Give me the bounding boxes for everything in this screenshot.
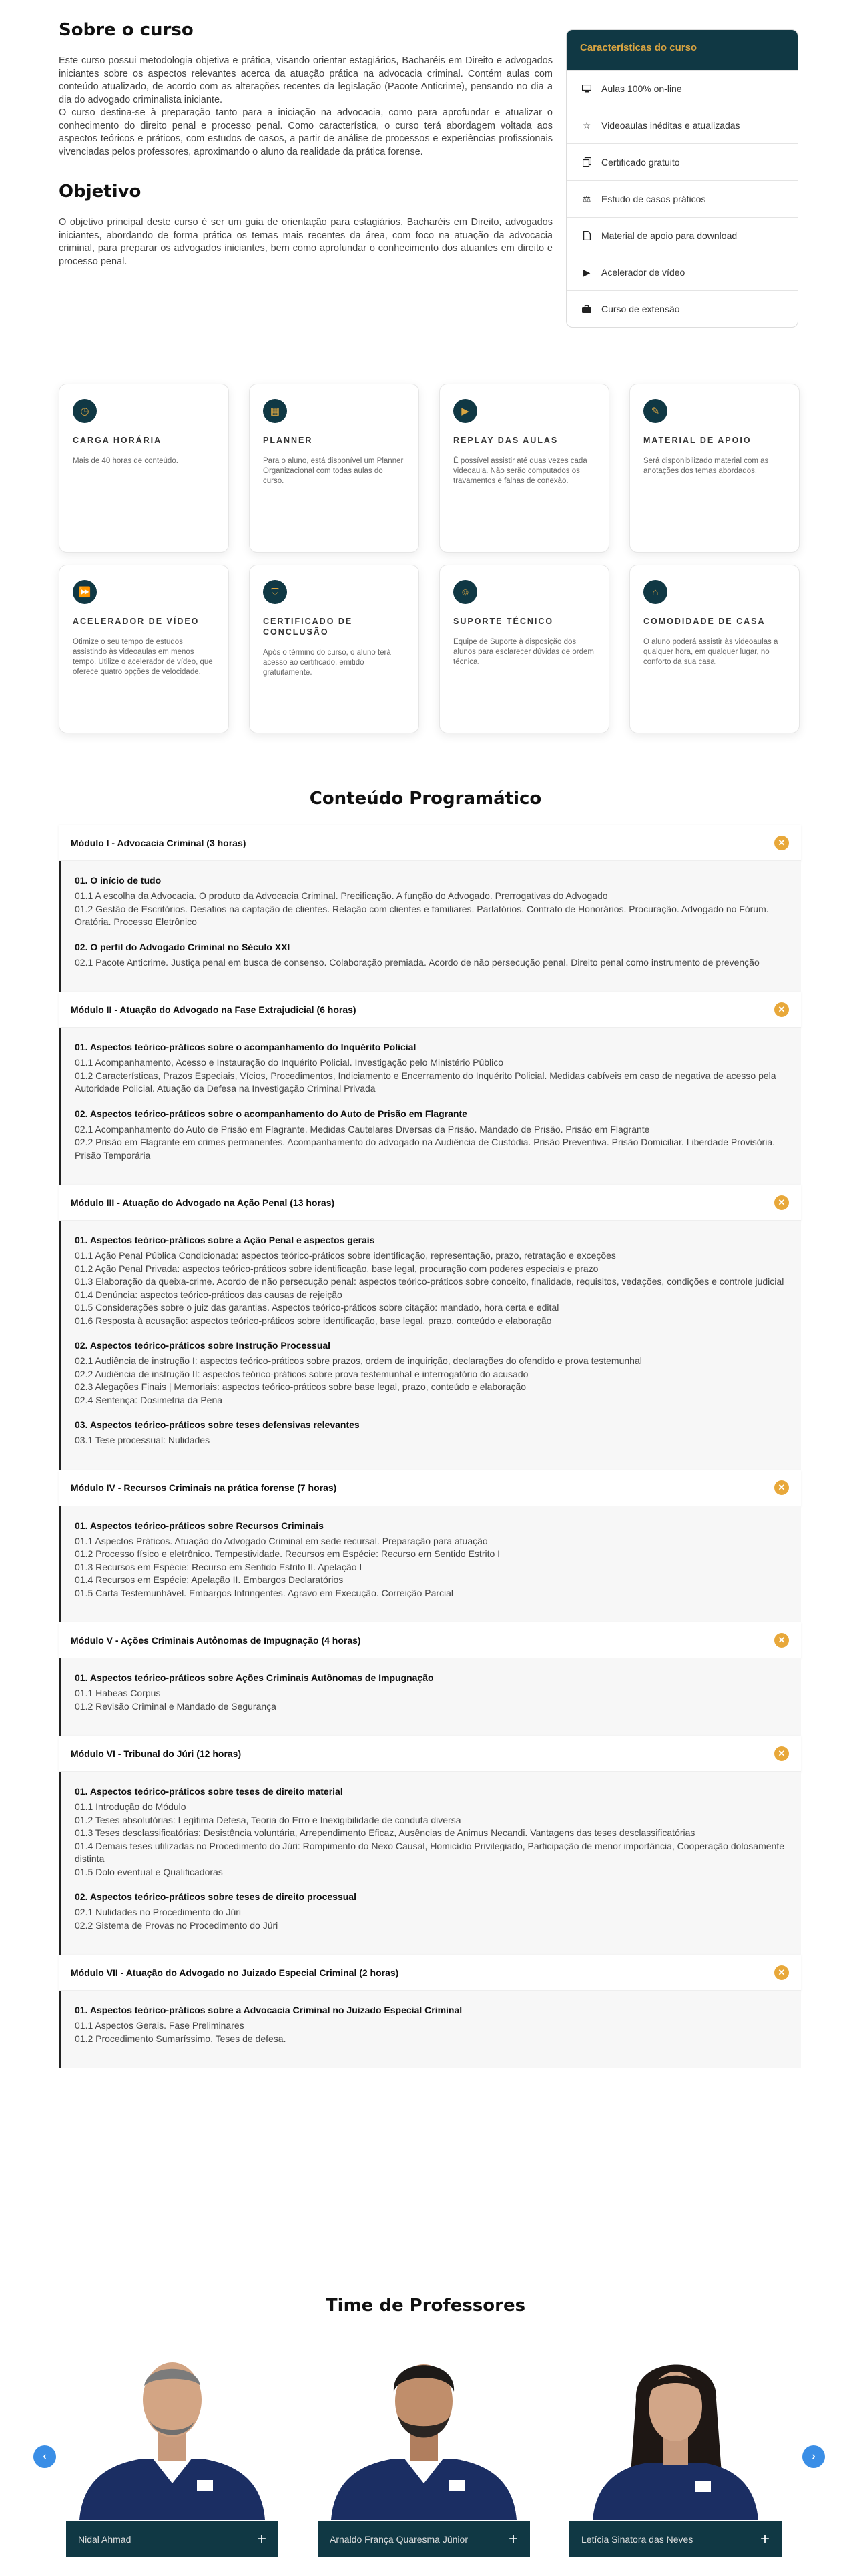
lesson-item: 01.2 Procedimento Sumaríssimo. Teses de defesa.	[75, 2033, 286, 2044]
close-icon[interactable]: ✕	[774, 1965, 789, 1980]
lesson-item: 02.2 Sistema de Provas no Procedimento do Júri	[75, 1919, 278, 1931]
teacher-card	[569, 2340, 782, 2557]
teacher-name: Nidal Ahmad	[78, 2534, 131, 2545]
program-title: Conteúdo Programático	[309, 789, 542, 809]
lesson-group-title: 03. Aspectos teórico-práticos sobre teses defensivas relevantes	[75, 1419, 360, 1430]
feature-item	[567, 217, 798, 254]
feature-item	[567, 143, 798, 180]
lesson-item: 01.2 Ação Penal Privada: aspectos teórico-práticos sobre identificação, base legal, procuração com poderes especiais e prazo	[75, 1263, 599, 1274]
star-icon: ☆	[582, 119, 591, 131]
lesson-item: 02.4 Sentença: Dosimetria da Pena	[75, 1394, 223, 1405]
plus-icon[interactable]: +	[760, 2530, 770, 2548]
card-title: SUPORTE TÉCNICO	[453, 617, 554, 626]
benefit-card	[249, 565, 419, 733]
lesson-item: 02.1 Nulidades no Procedimento do Júri	[75, 1907, 242, 1917]
lesson-item: 01.5 Dolo eventual e Qualificadoras	[75, 1866, 223, 1877]
teacher-photo	[569, 2340, 782, 2520]
card-title: COMODIDADE DE CASA	[643, 617, 766, 626]
module-title: Módulo III - Atuação do Advogado na Ação Penal (13 horas)	[71, 1197, 335, 1208]
card-desc: Mais de 40 horas de conteúdo.	[73, 457, 178, 465]
lesson-item: 01.3 Elaboração da queixa-crime. Acordo de não persecução penal: aspectos teórico-práticos sobre conceito, finalidade, requisitos, vedações, condições e controle judicial	[75, 1276, 784, 1287]
monitor-icon	[581, 83, 592, 94]
lesson-group-title: 01. Aspectos teórico-práticos sobre Recursos Criminais	[75, 1520, 324, 1531]
course-features-box	[566, 29, 798, 328]
card-desc: O aluno poderá assistir às videoaulas a qualquer hora, em qualquer lugar, no conforto da sua casa.	[643, 638, 778, 666]
teacher-name-bar[interactable]	[66, 2521, 278, 2557]
module-header[interactable]	[59, 1955, 801, 1991]
close-icon[interactable]: ✕	[774, 1746, 789, 1761]
lesson-group	[75, 1234, 789, 1327]
module-body	[59, 1991, 801, 2068]
feature-label: Curso de extensão	[601, 304, 680, 314]
teacher-name: Arnaldo França Quaresma Júnior	[330, 2534, 468, 2545]
team-title: Time de Professores	[325, 2296, 526, 2316]
lesson-item: 02.1 Pacote Anticrime. Justiça penal em busca de consenso. Colaboração premiada. Acordo de não persecução penal. Direito penal como instrumento de prevenção	[75, 956, 760, 968]
module-body	[59, 1772, 801, 1955]
benefit-card	[629, 565, 800, 733]
lesson-item: 01.1 Ação Penal Pública Condicionada: aspectos teórico-práticos sobre identificação, representação, prazo, retratação e exceções	[75, 1250, 616, 1261]
module-header[interactable]	[59, 825, 801, 861]
lesson-item: 01.4 Recursos em Espécie: Apelação II. Embargos Declaratórios	[75, 1574, 344, 1585]
benefit-card	[59, 384, 229, 553]
lesson-group	[75, 1108, 789, 1163]
lesson-item: 01.2 Gestão de Escritórios. Desafios na captação de clientes. Relação com clientes e familiares. Parlatórios. Contrato de Honorários. Procuração. Advogado no Fórum. Oratória. Processo Eletrônico	[75, 903, 769, 927]
feature-label: Acelerador de vídeo	[601, 267, 685, 278]
feature-label: Aulas 100% on-line	[601, 83, 682, 94]
module-title: Módulo VI - Tribunal do Júri (12 horas)	[71, 1748, 242, 1759]
lesson-group-title: 01. Aspectos teórico-práticos sobre teses de direito material	[75, 1786, 343, 1797]
close-icon[interactable]: ✕	[774, 1633, 789, 1648]
support-icon: ☺	[453, 580, 477, 604]
lesson-group	[75, 1520, 789, 1600]
card-title: REPLAY DAS AULAS	[453, 436, 559, 445]
teacher-card	[318, 2340, 530, 2557]
benefit-card	[439, 384, 609, 553]
feature-label: Material de apoio para download	[601, 230, 738, 241]
about-paragraph-1: Este curso possui metodologia objetiva e prática, visando orientar estagiários, Bacharéis em Direito e advogados iniciantes sobre os aspectos relevantes acerca da atuação prática na advocacia criminal. Contém aulas com conteúdo atualizado, de acordo com as alterações recentes da legislação (Pacote Anticrime), pensando no dia a dia do advogado criminalista iniciante.	[59, 55, 553, 105]
lesson-group	[75, 1891, 789, 1932]
feature-label: Estudo de casos práticos	[601, 194, 706, 204]
lesson-group-title: 02. Aspectos teórico-práticos sobre Instrução Processual	[75, 1340, 331, 1351]
scale-icon: ⚖	[582, 193, 591, 204]
card-desc: Após o término do curso, o aluno terá acesso ao certificado, emitido gratuitamente.	[263, 649, 391, 677]
lesson-group	[75, 1041, 789, 1096]
card-desc: É possível assistir até duas vezes cada videoaula. Não serão computados os travamentos e falhas de conexão.	[453, 457, 587, 485]
card-title: CARGA HORÁRIA	[73, 436, 162, 445]
speed-icon: ⏩	[73, 580, 97, 604]
lesson-group-title: 01. O início de tudo	[75, 875, 162, 886]
plus-icon[interactable]: +	[508, 2530, 518, 2548]
feature-item	[567, 254, 798, 290]
lesson-item: 02.2 Audiência de instrução II: aspectos teórico-práticos sobre prova testemunhal e interrogatório do acusado	[75, 1368, 529, 1379]
module-panel	[59, 1622, 801, 1736]
lesson-group	[75, 1785, 789, 1879]
module-body	[59, 1658, 801, 1736]
module-header[interactable]	[59, 1185, 801, 1221]
lesson-group	[75, 1339, 789, 1407]
lesson-item: 01.1 Aspectos Gerais. Fase Preliminares	[75, 2020, 244, 2031]
module-panel	[59, 825, 801, 992]
module-header[interactable]	[59, 1622, 801, 1658]
program-accordion	[59, 825, 801, 2068]
lesson-group	[75, 1419, 789, 1447]
module-panel	[59, 992, 801, 1185]
card-title: CERTIFICADO DE CONCLUSÃO	[263, 617, 353, 637]
module-header[interactable]	[59, 1470, 801, 1506]
teacher-name: Letícia Sinatora das Neves	[581, 2534, 693, 2545]
teacher-name-bar[interactable]	[318, 2521, 530, 2557]
lesson-item: 01.3 Recursos em Espécie: Recurso em Sentido Estrito II. Apelação I	[75, 1561, 362, 1572]
feature-label: Videoaulas inéditas e atualizadas	[601, 120, 740, 131]
lesson-group-title: 02. Aspectos teórico-práticos sobre o acompanhamento do Auto de Prisão em Flagrante	[75, 1108, 467, 1119]
chevron-right-icon: ›	[812, 2451, 816, 2462]
lesson-group-title: 01. Aspectos teórico-práticos sobre a Ação Penal e aspectos gerais	[75, 1235, 375, 1245]
module-title: Módulo IV - Recursos Criminais na prática forense (7 horas)	[71, 1482, 337, 1493]
teacher-photo	[318, 2340, 530, 2520]
chevron-left-icon: ‹	[43, 2451, 47, 2462]
module-header[interactable]	[59, 992, 801, 1028]
feature-item	[567, 70, 798, 107]
card-title: PLANNER	[263, 436, 313, 445]
module-title: Módulo I - Advocacia Criminal (3 horas)	[71, 837, 246, 848]
teacher-name-bar[interactable]	[569, 2521, 782, 2557]
lesson-item: 01.4 Demais teses utilizadas no Procedimento do Júri: Rompimento do Nexo Causal, Homicídio Privilegiado, Participação de menor importância, Cooperação dolosamente distinta	[75, 1840, 784, 1864]
lesson-group-title: 01. Aspectos teórico-práticos sobre Ações Criminais Autônomas de Impugnação	[75, 1672, 434, 1683]
lesson-group-title: 01. Aspectos teórico-práticos sobre a Advocacia Criminal no Juizado Especial Criminal	[75, 2005, 463, 2015]
card-desc: Otimize o seu tempo de estudos assistindo às videoaulas em menos tempo. Utilize o acelerador de vídeo, que oferece quatro opções de velocidade.	[73, 638, 213, 676]
lesson-item: 01.5 Carta Testemunhável. Embargos Infringentes. Agravo em Execução. Correição Parcial	[75, 1587, 454, 1598]
card-title: ACELERADOR DE VÍDEO	[73, 617, 200, 626]
card-desc: Será disponibilizado material com as anotações dos temas abordados.	[643, 457, 769, 475]
goal-text: O objetivo principal deste curso é ser um guia de orientação para estagiários, Bacharéis em Direito, advogados iniciantes, abordando de forma prática os temas mais recentes da área, com foco na atuação da advocacia criminal, para preparar os advogados iniciantes, bem como aprofundar o conhecimento dos atuantes em direito e processo penal.	[59, 217, 553, 267]
benefit-cards-row-2	[59, 565, 800, 733]
module-body	[59, 1506, 801, 1623]
lesson-item: 01.5 Considerações sobre o juiz das garantias. Aspectos teórico-práticos sobre citação: mandado, hora certa e edital	[75, 1302, 559, 1313]
benefit-cards-row-1	[59, 384, 800, 553]
module-title: Módulo VII - Atuação do Advogado no Juizado Especial Criminal (2 horas)	[71, 1967, 399, 1978]
lesson-group	[75, 941, 789, 970]
plus-icon[interactable]: +	[256, 2530, 266, 2548]
lesson-item: 01.2 Teses absolutórias: Legítima Defesa, Teoria do Erro e Inexigibilidade de conduta diversa	[75, 1814, 461, 1825]
lesson-item: 02.3 Alegações Finais | Memoriais: aspectos teórico-práticos sobre base legal, prazo, conteúdo e elaboração	[75, 1381, 527, 1392]
feature-item	[567, 290, 798, 327]
module-body	[59, 1028, 801, 1185]
pencil-icon: ✎	[643, 399, 667, 423]
calendar-icon: ▦	[263, 399, 287, 423]
lesson-item: 01.1 Aspectos Práticos. Atuação do Advogado Criminal em sede recursal. Preparação para atuação	[75, 1535, 488, 1546]
about-paragraph-2: O curso destina-se à preparação tanto para a iniciação na advocacia, como para aprofundar e atualizar o conhecimento do direito penal e processo penal. Como característica, o curso terá abordagem voltada aos aspectos teóricos e práticos, com estudos de casos, a partir de análise de processos e experiências profissionais vivenciadas pelos professores, aproximando o aluno da realidade da prática forense.	[59, 107, 553, 157]
certificate-icon: ⛉	[263, 580, 287, 604]
module-title: Módulo II - Atuação do Advogado na Fase Extrajudicial (6 horas)	[71, 1004, 356, 1015]
module-title: Módulo V - Ações Criminais Autônomas de Impugnação (4 horas)	[71, 1634, 361, 1646]
teacher-photo	[66, 2340, 278, 2520]
lesson-group	[75, 1672, 789, 1713]
feature-item	[567, 107, 798, 143]
lesson-item: 01.1 Habeas Corpus	[75, 1688, 161, 1698]
benefit-card	[629, 384, 800, 553]
lesson-group-title: 02. O perfil do Advogado Criminal no Século XXI	[75, 941, 290, 952]
module-panel	[59, 1736, 801, 1955]
module-header[interactable]	[59, 1736, 801, 1772]
card-desc: Para o aluno, está disponível um Planner Organizacional com todas aulas do curso.	[263, 457, 404, 485]
benefit-card	[249, 384, 419, 553]
copy-icon	[581, 157, 592, 168]
about-title: Sobre o curso	[59, 20, 194, 40]
card-desc: Equipe de Suporte à disposição dos alunos para esclarecer dúvidas de ordem técnica.	[453, 638, 594, 666]
teacher-card	[66, 2340, 278, 2557]
close-icon[interactable]: ✕	[774, 1480, 789, 1495]
lesson-group	[75, 874, 789, 929]
lesson-item: 03.1 Tese processual: Nulidades	[75, 1435, 210, 1445]
about-section	[59, 20, 553, 268]
lesson-item: 01.2 Processo físico e eletrônico. Tempestividade. Recursos em Espécie: Recurso em Sentido Estrito I	[75, 1548, 501, 1559]
features-title: Características do curso	[567, 30, 798, 70]
lesson-item: 01.1 Introdução do Módulo	[75, 1801, 186, 1812]
benefit-card	[59, 565, 229, 733]
carousel-next-button[interactable]	[802, 2445, 825, 2468]
lesson-group-title: 02. Aspectos teórico-práticos sobre teses de direito processual	[75, 1891, 356, 1902]
play-icon: ▶	[453, 399, 477, 423]
lesson-item: 01.1 Acompanhamento, Acesso e Instauração do Inquérito Policial. Investigação pelo Ministério Público	[75, 1057, 504, 1068]
benefit-card	[439, 565, 609, 733]
clock-icon: ◷	[73, 399, 97, 423]
close-icon[interactable]: ✕	[774, 1195, 789, 1210]
lesson-group-title: 01. Aspectos teórico-práticos sobre o acompanhamento do Inquérito Policial	[75, 1042, 416, 1052]
lesson-item: 02.1 Audiência de instrução I: aspectos teórico-práticos sobre prazos, ordem de inquirição, declarações do ofendido e prova testemunhal	[75, 1355, 642, 1366]
lesson-item: 02.1 Acompanhamento do Auto de Prisão em Flagrante. Medidas Cautelares Diversas da Prisão. Mandado de Prisão. Prisão em Flagrante	[75, 1123, 650, 1135]
lesson-item: 01.1 A escolha da Advocacia. O produto da Advocacia Criminal. Precificação. A função do Advogado. Prerrogativas do Advogado	[75, 890, 608, 901]
close-icon[interactable]: ✕	[774, 1002, 789, 1017]
play-icon: ▶	[583, 266, 591, 278]
card-title: MATERIAL DE APOIO	[643, 436, 752, 445]
feature-item	[567, 180, 798, 217]
goal-title: Objetivo	[59, 182, 141, 202]
lesson-item: 01.2 Revisão Criminal e Mandado de Segurança	[75, 1700, 276, 1712]
feature-label: Certificado gratuito	[601, 157, 680, 168]
carousel-prev-button[interactable]	[33, 2445, 56, 2468]
lesson-item: 01.3 Teses desclassificatórias: Desistência voluntária, Arrependimento Eficaz, Ausências de Animus Necandi. Vantagens das teses desclassificatórias	[75, 1827, 695, 1838]
lesson-group	[75, 2004, 789, 2045]
module-panel	[59, 1185, 801, 1470]
lesson-item: 01.2 Características, Prazos Especiais, Vícios, Procedimentos, Indiciamento e Encerramento do Inquérito Policial. Medidas cabíveis em caso de negativa de acesso pela Autoridade Policial. Atuação da Defesa na Investigação Criminal Privada	[75, 1070, 776, 1094]
close-icon[interactable]: ✕	[774, 836, 789, 850]
module-panel	[59, 1955, 801, 2068]
module-panel	[59, 1470, 801, 1623]
lesson-item: 01.6 Resposta à acusação: aspectos teórico-práticos sobre identificação, base legal, prazo, conteúdo e elaboração	[75, 1315, 552, 1326]
module-body	[59, 861, 801, 992]
file-icon	[581, 230, 592, 241]
lesson-item: 02.2 Prisão em Flagrante em crimes permanentes. Acompanhamento do advogado na Audiência de Custódia. Prisão Preventiva. Prisão Domiciliar. Liberdade Provisória. Prisão Temporária	[75, 1137, 776, 1161]
home-icon: ⌂	[643, 580, 667, 604]
module-body	[59, 1221, 801, 1470]
briefcase-icon	[581, 304, 592, 314]
lesson-item: 01.4 Denúncia: aspectos teórico-práticos das causas de rejeição	[75, 1289, 342, 1300]
